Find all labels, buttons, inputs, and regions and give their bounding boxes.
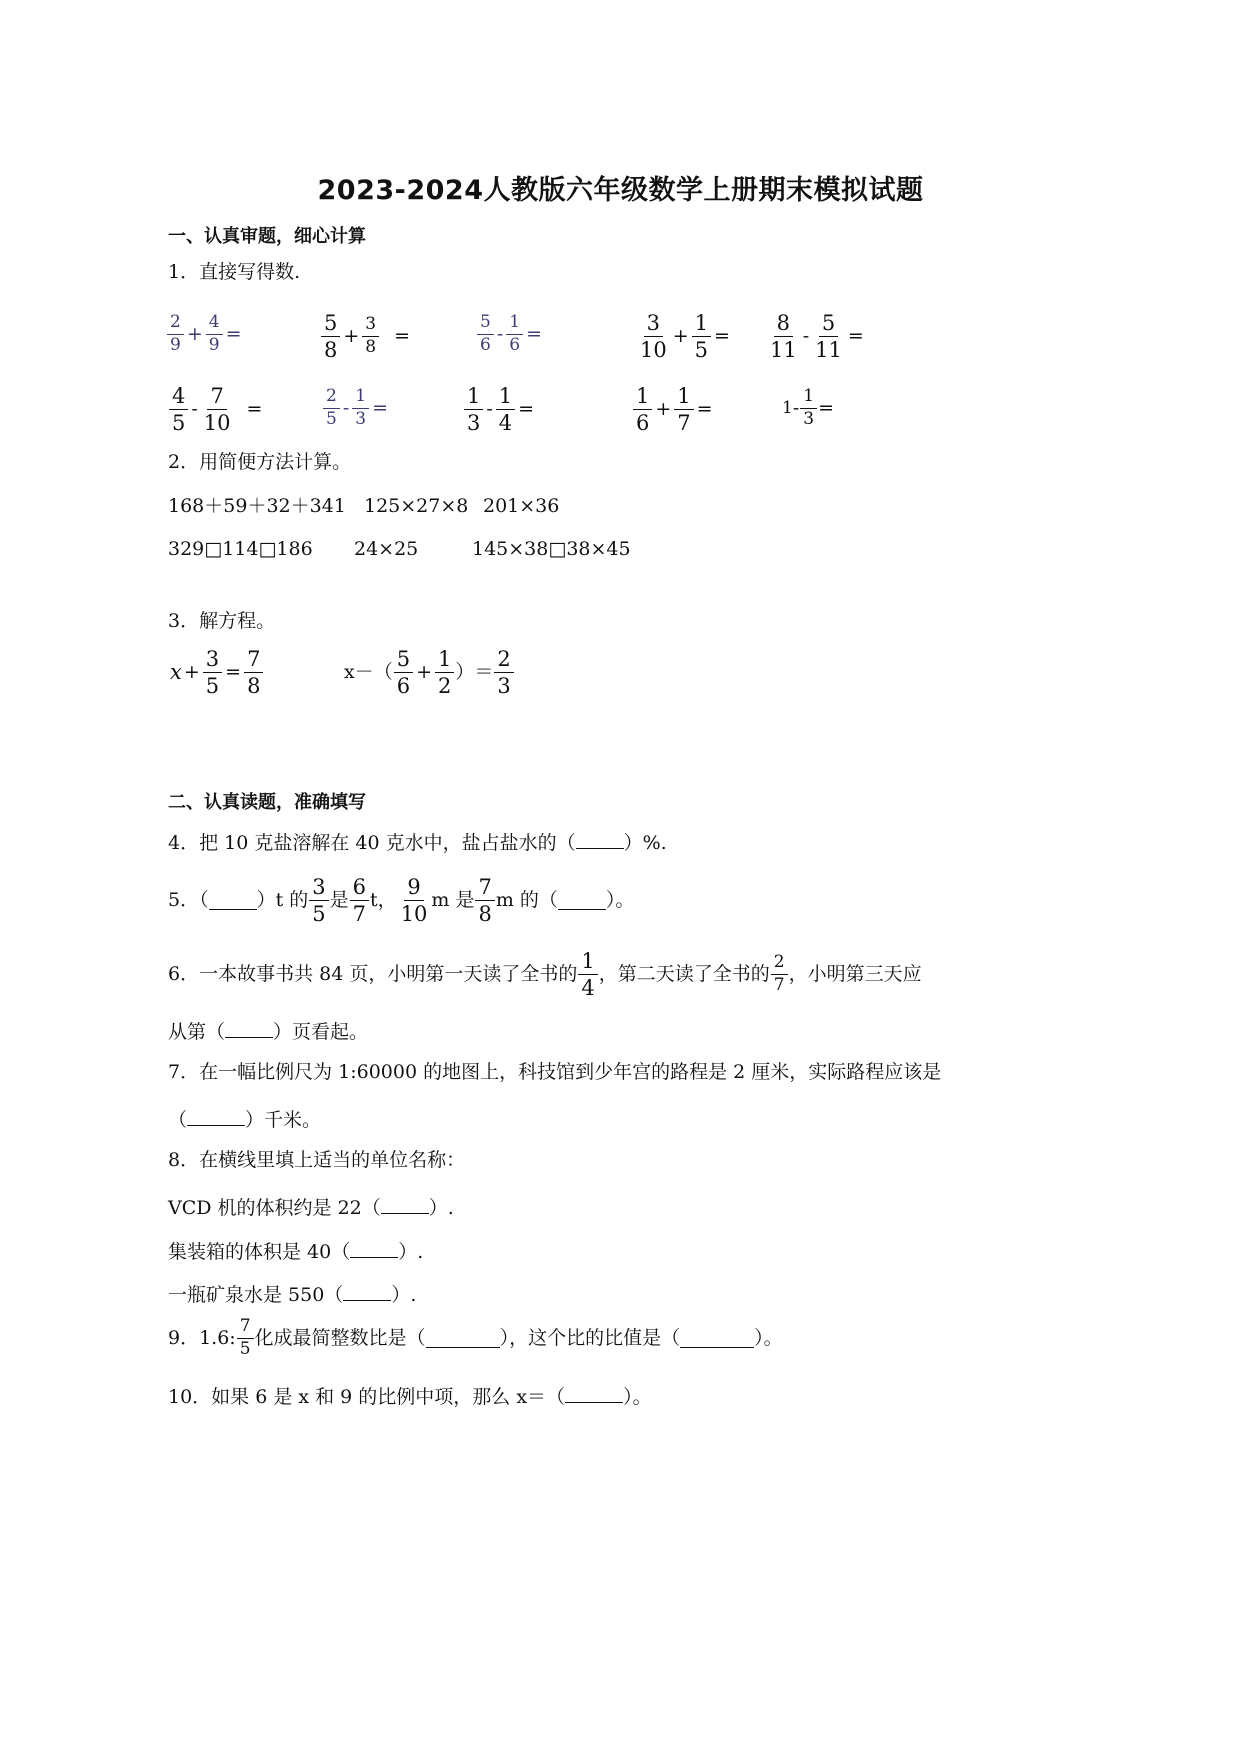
calc-item-6: 4 5 - $\frac{7}{10}$ = <box>168 385 264 434</box>
answer-blank[interactable] <box>381 1195 429 1214</box>
fraction: 4 5 <box>169 385 188 434</box>
answer-blank[interactable] <box>565 1384 623 1403</box>
fraction: 3 10 <box>640 311 667 363</box>
simplify-item-5: 24×25 <box>354 538 419 560</box>
question-8-line-3: 一瓶矿泉水是 550（ ）. <box>168 1284 417 1306</box>
fraction: 9 10 <box>400 875 428 927</box>
fraction: $\frac{3}{5}$ <box>203 648 222 697</box>
answer-blank[interactable] <box>680 1329 754 1348</box>
answer-blank[interactable] <box>209 891 257 910</box>
calc-item-5: 8 11 - $\frac{5}{11}$ = <box>766 312 866 361</box>
fraction: 2 9 <box>167 314 184 355</box>
fraction: 2 7 <box>771 954 788 995</box>
fraction: $\frac{1}{7}$ <box>674 385 693 434</box>
question-3-label: 3．解方程。 <box>168 610 276 632</box>
fraction: 1 6 <box>633 385 652 434</box>
fraction: $\frac{1}{6}$ <box>506 314 523 355</box>
fraction: $\frac{7}{10}$ <box>203 384 231 436</box>
question-2-label: 2．用简便方法计算。 <box>168 451 352 473</box>
answer-blank[interactable] <box>576 830 624 849</box>
fraction: 5 8 <box>321 312 340 361</box>
fraction: 1 3 <box>464 385 483 434</box>
simplify-item-3: 201×36 <box>483 495 560 517</box>
equation-1: x + $\frac{3}{5}$ = $\frac{7}{8}$ <box>170 648 264 697</box>
fraction: 7 8 <box>475 876 494 925</box>
question-7: 7．在一幅比例尺为 1:60000 的地图上，科技馆到少年宫的路程是 2 厘米，实际路程应该是 <box>168 1061 942 1083</box>
fraction: $\frac{1}{4}$ <box>496 385 515 434</box>
fraction: $\frac{1}{2}$ <box>435 648 454 697</box>
answer-blank[interactable] <box>343 1282 391 1301</box>
page-title: 2023-2024人教版六年级数学上册期末模拟试题 <box>317 175 924 206</box>
answer-blank[interactable] <box>187 1107 245 1126</box>
question-6-line-2: 从第（ ）页看起。 <box>168 1021 369 1043</box>
question-5: 5．（ ）t 的 3 5 是 6 7 t， 9 10 m 是 7 8 m 的（ ）。 <box>168 875 635 927</box>
question-10: 10．如果 6 是 x 和 9 的比例中项，那么 x＝（ ）。 <box>168 1386 652 1408</box>
question-8-label: 8．在横线里填上适当的单位名称： <box>168 1149 466 1171</box>
question-8-line-1: VCD 机的体积约是 22（ ）. <box>168 1197 454 1219</box>
fraction: $\frac{3}{8}$ <box>362 316 379 357</box>
simplify-item-4: 329□114□186 <box>168 538 313 560</box>
simplify-item-1: 168＋59＋32＋341 <box>168 495 346 517</box>
answer-blank[interactable] <box>350 1239 398 1258</box>
simplify-item-2: 125×27×8 <box>364 495 469 517</box>
fraction: 3 5 <box>309 876 328 925</box>
fraction: 2 3 <box>494 648 513 697</box>
calc-item-2: 5 8 + $\frac{3}{8}$ = <box>320 312 412 361</box>
question-9: 9．1.6: 7 5 化成最简整数比是（ ），这个比的比值是（ ）。 <box>168 1316 783 1359</box>
fraction: 7 5 <box>237 1318 254 1359</box>
calc-item-8: 1 3 - $\frac{1}{4}$ = <box>463 385 536 434</box>
question-1-label: 1．直接写得数. <box>168 261 301 283</box>
fraction: $\frac{5}{11}$ <box>815 311 842 363</box>
fraction: $\frac{1}{3}$ <box>352 388 369 429</box>
fraction: 6 7 <box>350 876 369 925</box>
calc-item-3: 5 6 - $\frac{1}{6}$ = <box>476 314 544 355</box>
calc-item-10: 1 - $\frac{1}{3}$ = <box>782 386 834 429</box>
answer-blank[interactable] <box>225 1019 273 1038</box>
fraction: 2 5 <box>323 388 340 429</box>
answer-blank[interactable] <box>426 1329 500 1348</box>
fraction: 5 6 <box>477 314 494 355</box>
calc-item-1: 2 9 + $\frac{4}{9}$ = <box>166 314 244 355</box>
fraction: $\frac{7}{8}$ <box>244 648 263 697</box>
question-7-line-2: （ ）千米。 <box>168 1109 322 1131</box>
equation-2: x－（ 5 6 + $\frac{1}{2}$ ）＝ 2 3 <box>344 648 515 697</box>
fraction: 5 6 <box>394 648 413 697</box>
fraction: $\frac{4}{9}$ <box>206 314 223 355</box>
section-heading-2: 二、认真读题，准确填写 <box>168 792 366 813</box>
answer-blank[interactable] <box>558 891 606 910</box>
section-heading-1: 一、认真审题，细心计算 <box>168 226 366 247</box>
calc-item-9: 1 6 + $\frac{1}{7}$ = <box>632 385 715 434</box>
fraction: 1 4 <box>578 950 597 999</box>
question-8-line-2: 集装箱的体积是 40（ ）. <box>168 1241 424 1263</box>
simplify-item-6: 145×38□38×45 <box>472 538 631 560</box>
fraction: $\frac{1}{5}$ <box>692 312 711 361</box>
question-6: 6．一本故事书共 84 页，小明第一天读了全书的 1 4 ，第二天读了全书的 2 7 ，小明第三天应 <box>168 949 922 1001</box>
fraction: $\frac{1}{3}$ <box>800 388 817 429</box>
question-4: 4．把 10 克盐溶解在 40 克水中，盐占盐水的（ ）%. <box>168 832 667 854</box>
fraction: 8 11 <box>770 311 797 363</box>
calc-item-7: 2 5 - $\frac{1}{3}$ = <box>322 388 390 429</box>
calc-item-4: 3 10 + $\frac{1}{5}$ = <box>636 312 732 361</box>
